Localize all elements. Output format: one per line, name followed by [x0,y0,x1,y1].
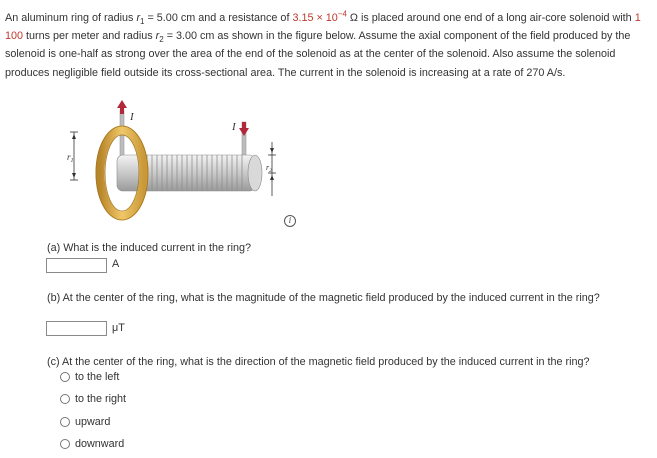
radio-button[interactable] [60,439,70,449]
info-icon[interactable]: i [284,215,296,227]
option-label: downward [75,438,125,450]
solenoid-ring-figure [62,100,312,230]
part-a-answer-input[interactable] [46,258,107,273]
r1-label: $r_1$ [67,152,74,164]
current-label-left: I [130,111,134,123]
resistance-mantissa: 3.15 × 10 [292,12,338,24]
option-label: to the left [75,371,120,383]
part-b-answer-input[interactable] [46,321,107,336]
radio-button[interactable] [60,372,70,382]
resistance-exponent: −4 [337,9,347,19]
r1-dimension-arrow [70,132,78,180]
r2-subscript: 2 [159,35,164,45]
part-a-question: (a) What is the induced current in the ring? [47,242,252,254]
radio-button[interactable] [60,394,70,404]
problem-statement [5,9,655,82]
part-c-question: (c) At the center of the ring, what is the direction of the magnetic field produced by the induced current in the ring? [47,356,590,368]
current-label-right: I [232,121,236,133]
r2-label: $r_2$ [266,163,272,174]
problem-text-2: = 5.00 cm and a resistance of [144,12,293,24]
r1-subscript: 1 [140,17,145,27]
part-a-unit: A [112,258,120,270]
option-label: upward [75,416,111,428]
problem-text-1: An aluminum ring of radius [5,12,137,24]
problem-text-5: = 3.00 cm as shown in the figure below. Assume the axial component of the field produced by the solenoid is one-half as strong over the area of the end of the solenoid as at the center of the solenoid. Also assume the solenoid produces negligible field outside its cross-sectional area. The current in the solenoid is increasing at a rate of 270 A/s. [5,30,631,79]
r1-symbol: r [136,12,141,24]
part-b-unit: μT [112,322,125,334]
part-b-question: (b) At the center of the ring, what is the magnitude of the magnetic field produced by the induced current in the ring? [47,292,600,304]
problem-text-3: Ω is placed around one end of a long air-core solenoid with [346,12,635,24]
current-arrow-up [117,100,127,114]
turns-value: 1 100 [5,12,641,43]
resistance-value [292,9,347,24]
r2-symbol: r [155,30,160,43]
problem-text-4: turns per meter and radius [23,30,156,43]
radio-button[interactable] [60,417,70,427]
option-label: to the right [75,393,127,405]
current-arrow-down [239,122,249,136]
